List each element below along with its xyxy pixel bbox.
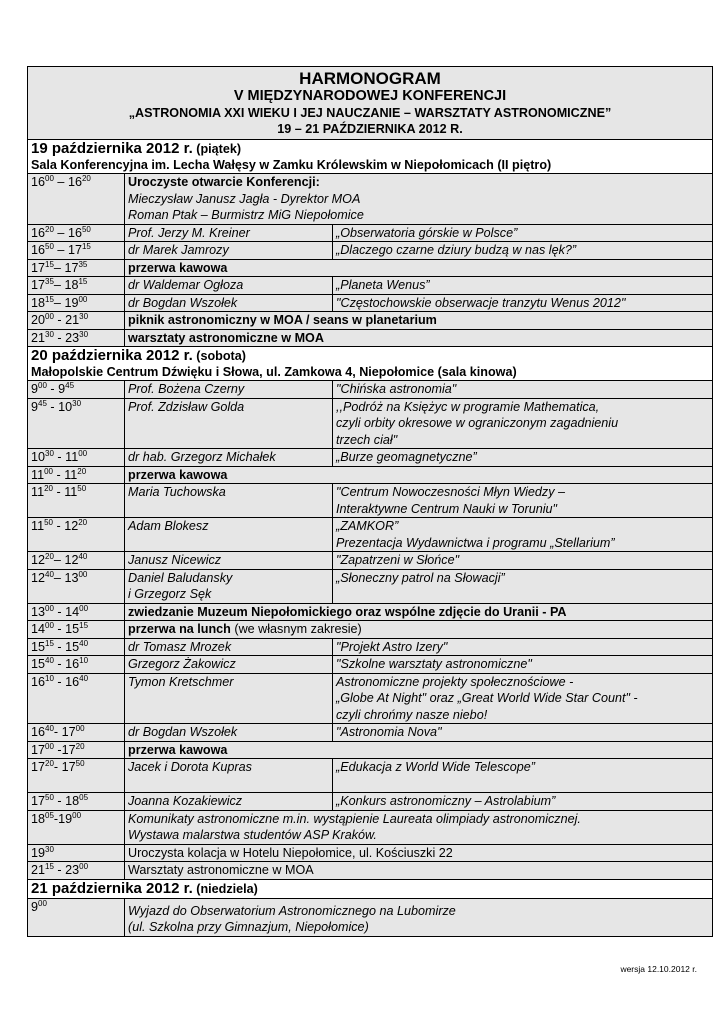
schedule-row: [28, 656, 713, 674]
talk-title: „Obserwatoria górskie w Polsce”: [336, 225, 518, 240]
time-cell: $17^{35}-$ $18^{15}$: [28, 277, 125, 295]
speaker-name: Joanna Kozakiewicz: [128, 794, 243, 808]
schedule-row: [28, 466, 713, 484]
schedule-row: [28, 484, 713, 518]
event-bold: zwiedzanie Muzeum Niepołomickiego oraz wspólne zdjęcie do Uranii - PA: [128, 604, 567, 619]
time-start-minutes: 20: [44, 484, 53, 493]
speaker-cell: [125, 656, 333, 674]
time-end-minutes: 50: [75, 759, 85, 768]
talk-title-line: Prezentacja Wydawnictwa i programu „Stellarium”: [336, 535, 615, 550]
time-cell: $19^{30}$: [28, 844, 125, 862]
speaker-name: Maria Tuchowska: [128, 485, 226, 499]
talk-title: "Częstochowskie obserwacje tranzytu Wenus 2012": [336, 295, 626, 310]
event-cell: [125, 741, 713, 759]
talk-title-line: trzech ciał": [336, 432, 398, 447]
event-cell: [125, 810, 713, 844]
talk-title: „Słoneczny patrol na Słowacji”: [336, 570, 505, 585]
time-start-minutes: 40: [45, 569, 54, 579]
time-cell: $16^{40}-$ $17^{00}$: [28, 724, 125, 742]
day-weekday: (niedziela): [196, 881, 258, 896]
time-end-minutes: 30: [79, 329, 89, 339]
talk-title-cell: [333, 224, 713, 242]
event-text: Warsztaty astronomiczne w MOA: [128, 863, 314, 877]
schedule-table: [27, 66, 713, 937]
talk-title: "Szkolne warsztaty astronomiczne": [336, 657, 532, 671]
speaker-name: dr Waldemar Ogłoza: [128, 278, 244, 292]
time-cell: $21^{15} - 23^{00}$: [28, 862, 125, 880]
time-start-minutes: 30: [45, 449, 54, 458]
talk-title-line: Astronomiczne projekty społecznościowe -: [336, 674, 574, 689]
time-end-minutes: 50: [77, 484, 87, 493]
time-end-minutes: 00: [79, 603, 89, 613]
time-cell: $9^{00} - 9^{45}$: [28, 381, 125, 399]
document-title: HARMONOGRAM: [299, 69, 441, 88]
time-start-minutes: 20: [45, 552, 54, 561]
time-cell: $12^{40}-$ $13^{00}$: [28, 569, 125, 603]
talk-title-cell: [333, 552, 713, 570]
event-note: (we własnym zakresie): [230, 622, 362, 636]
time-end-minutes: 50: [81, 224, 91, 234]
time-start-minutes: 00: [45, 312, 54, 321]
talk-title-line: czyli orbity okresowe w ograniczonym zagadnieniu: [336, 416, 619, 430]
event-bold: przerwa kawowa: [128, 260, 228, 275]
speaker-cell: [125, 724, 333, 742]
schedule-row: [28, 844, 713, 862]
talk-title: "Chińska astronomia": [336, 382, 457, 396]
time-cell: $15^{40} - 16^{10}$: [28, 656, 125, 674]
talk-title: „Konkurs astronomiczny – Astrolabium”: [336, 794, 556, 808]
schedule-row: [28, 724, 713, 742]
event-line: (ul. Szkolna przy Gimnazjum, Niepołomice): [128, 920, 369, 934]
time-end-minutes: 15: [79, 621, 89, 630]
speaker-cell: [125, 449, 333, 467]
day-cell: [28, 879, 713, 898]
talk-title-cell: [333, 294, 713, 312]
time-start-minutes: 15: [45, 862, 54, 871]
talk-title-line: "Centrum Nowoczesności Młyn Wiedzy –: [336, 485, 566, 499]
talk-title-cell: [333, 381, 713, 399]
document-subtitle: V MIĘDZYNARODOWEJ KONFERENCJI: [233, 88, 507, 104]
event-line: Uroczyste otwarcie Konferencji:: [128, 175, 320, 189]
talk-title-line: Interaktywne Centrum Nauki w Toruniu": [336, 501, 557, 516]
time-end-minutes: 20: [77, 466, 87, 476]
speaker-name: Adam Blokesz: [128, 519, 209, 533]
time-start-minutes: 30: [45, 329, 54, 339]
time-cell: $16^{10} - 16^{40}$: [28, 673, 125, 724]
schedule-row: [28, 569, 713, 603]
event-cell: [125, 603, 713, 621]
event-line: Wystawa malarstwa studentów ASP Kraków.: [128, 828, 377, 842]
talk-title-cell: [333, 449, 713, 467]
schedule-row: [28, 638, 713, 656]
speaker-name: Jacek i Dorota Kupras: [128, 760, 252, 774]
day-venue: Małopolskie Centrum Dźwięku i Słowa, ul. Zamkowa 4, Niepołomice (sala kinowa): [31, 365, 517, 379]
time-start-minutes: 00: [45, 621, 54, 630]
schedule-row: [28, 518, 713, 552]
speaker-cell: [125, 381, 333, 399]
speaker-cell: [125, 673, 333, 724]
event-bold: przerwa na lunch: [128, 622, 231, 636]
day-weekday: (piątek): [196, 142, 242, 156]
speaker-cell: [125, 294, 333, 312]
speaker-name: Prof. Jerzy M. Kreiner: [128, 225, 250, 240]
time-end-minutes: 40: [79, 638, 89, 648]
day-date: 19 października 2012 r.: [31, 140, 193, 157]
day-heading: [31, 880, 709, 898]
time-end-minutes: 00: [78, 569, 88, 579]
time-cell: $11^{20} - 11^{50}$: [28, 484, 125, 518]
header-cell: [28, 67, 713, 140]
talk-title-cell: [333, 484, 713, 518]
day-heading: [31, 140, 709, 158]
schedule-row: [28, 174, 713, 225]
schedule-row: [28, 224, 713, 242]
time-end-minutes: 30: [79, 312, 89, 321]
day-cell: [28, 140, 713, 174]
time-start-minutes: 50: [45, 793, 54, 802]
talk-title: „Burze geomagnetyczne”: [336, 450, 477, 464]
time-cell: $16^{00} - 16^{20}$: [28, 174, 125, 225]
time-end-minutes: 40: [78, 552, 88, 561]
speaker-cell: [125, 224, 333, 242]
time-cell: $11^{50} - 12^{20}$: [28, 518, 125, 552]
schedule-row: [28, 449, 713, 467]
event-cell: [125, 621, 713, 639]
time-cell: $17^{15}-$ $17^{35}$: [28, 259, 125, 277]
event-line: Roman Ptak – Burmistrz MiG Niepołomice: [128, 208, 364, 222]
speaker-name: Daniel Baludansky: [128, 570, 233, 585]
event-cell: [125, 862, 713, 880]
time-cell: $21^{30} - 23^{30}$: [28, 329, 125, 347]
time-end-minutes: 00: [78, 294, 88, 304]
time-end-minutes: 10: [79, 656, 89, 665]
time-start-minutes: 40: [45, 656, 54, 665]
day-row: [28, 140, 713, 174]
time-cell: $9^{00}$: [28, 898, 125, 936]
time-cell: $16^{50} - 17^{15}$: [28, 242, 125, 260]
schedule-row: [28, 552, 713, 570]
speaker-name: dr Bogdan Wszołek: [128, 725, 238, 739]
speaker-name: dr hab. Grzegorz Michałek: [128, 450, 276, 464]
time-end-minutes: 00: [79, 862, 89, 871]
event-cell: [125, 259, 713, 277]
talk-title-cell: [333, 277, 713, 295]
time-cell: $17^{50} - 18^{05}$: [28, 793, 125, 811]
time-end-minutes: 00: [75, 724, 85, 733]
event-text: Uroczysta kolacja w Hotelu Niepołomice, ul. Kościuszki 22: [128, 845, 453, 860]
event-line: Mieczysław Janusz Jagła - Dyrektor MOA: [128, 191, 361, 206]
speaker-name: Grzegorz Żakowicz: [128, 657, 236, 671]
time-cell: $10^{30} - 11^{00}$: [28, 449, 125, 467]
talk-title-line: czyli chrońmy nasze niebo!: [336, 707, 488, 722]
speaker-name: dr Bogdan Wszołek: [128, 295, 238, 310]
time-start-minutes: 20: [45, 759, 54, 768]
time-start-minutes: 05: [45, 810, 54, 820]
day-heading: [31, 347, 709, 365]
speaker-cell: [125, 759, 333, 793]
event-bold: przerwa kawowa: [128, 742, 228, 757]
speaker-cell: [125, 277, 333, 295]
header-row: [28, 67, 713, 140]
talk-title-line: „Globe At Night" oraz „Great World Wide Star Count" -: [336, 691, 638, 705]
day-venue: Sala Konferencyjna im. Lecha Wałęsy w Zamku Królewskim w Niepołomicach (II piętro): [31, 158, 552, 172]
talk-title-cell: [333, 656, 713, 674]
event-line: Wyjazd do Obserwatorium Astronomicznego na Lubomirze: [128, 903, 456, 918]
talk-title-cell: [333, 724, 713, 742]
schedule-sheet: [27, 66, 713, 937]
time-cell: $9^{45} - 10^{30}$: [28, 398, 125, 449]
schedule-row: [28, 329, 713, 347]
talk-title-line: „ZAMKOR”: [336, 519, 399, 533]
talk-title-cell: [333, 638, 713, 656]
time-end-minutes: 45: [65, 381, 75, 390]
time-start-minutes: 15: [45, 259, 54, 269]
conference-name: „ASTRONOMIA XXI WIEKU I JEJ NAUCZANIE – WARSZTATY ASTRONOMICZNE”: [128, 106, 612, 120]
event-cell: [125, 312, 713, 330]
time-end-minutes: 00: [78, 449, 88, 458]
talk-title: „Dlaczego czarne dziury budzą w nas lęk?”: [336, 243, 577, 257]
time-start-minutes: 35: [45, 277, 54, 286]
time-start-minutes: 00: [45, 741, 54, 751]
speaker-cell: [125, 552, 333, 570]
time-cell: $18^{05}-19^{00}$: [28, 810, 125, 844]
schedule-row: [28, 277, 713, 295]
version-note: wersja 12.10.2012 r.: [620, 964, 697, 974]
event-line: Komunikaty astronomiczne m.in. wystąpienie Laureata olimpiady astronomicznej.: [128, 811, 581, 826]
time-end-minutes: 20: [75, 741, 85, 751]
time-end-minutes: 15: [81, 242, 91, 251]
conference-dates: 19 – 21 PAŹDZIERNIKA 2012 R.: [277, 122, 463, 136]
talk-title-cell: [333, 518, 713, 552]
schedule-row: [28, 810, 713, 844]
talk-title: "Zapatrzeni w Słońce": [336, 553, 460, 567]
time-start-minutes: 50: [45, 242, 54, 251]
talk-title-cell: [333, 793, 713, 811]
time-start-minutes: 20: [45, 224, 54, 234]
speaker-name: dr Tomasz Mrozek: [128, 639, 232, 654]
talk-title-cell: [333, 242, 713, 260]
time-start-minutes: 10: [45, 673, 54, 683]
schedule-row: [28, 294, 713, 312]
speaker-cell: [125, 484, 333, 518]
schedule-row: [28, 793, 713, 811]
schedule-row: [28, 741, 713, 759]
talk-title-cell: [333, 398, 713, 449]
speaker-cell: [125, 242, 333, 260]
event-cell: [125, 466, 713, 484]
speaker-cell: [125, 398, 333, 449]
time-start-minutes: 00: [38, 898, 47, 908]
time-end-minutes: 15: [78, 277, 88, 286]
schedule-row: [28, 673, 713, 724]
time-start-minutes: 00: [45, 174, 54, 183]
time-start-minutes: 00: [38, 381, 47, 390]
talk-title: „Edukacja z World Wide Telescope”: [336, 760, 535, 774]
speaker-cell: [125, 569, 333, 603]
event-cell: [125, 898, 713, 936]
speaker-name: i Grzegorz Sęk: [128, 587, 212, 601]
schedule-row: [28, 259, 713, 277]
time-cell: $17^{00}$ $-17^{20}$: [28, 741, 125, 759]
talk-title-cell: [333, 673, 713, 724]
event-bold: piknik astronomiczny w MOA / seans w planetarium: [128, 313, 437, 327]
talk-title-cell: [333, 569, 713, 603]
speaker-cell: [125, 638, 333, 656]
time-end-minutes: 20: [78, 518, 88, 527]
event-bold: przerwa kawowa: [128, 467, 228, 482]
event-cell: [125, 174, 713, 225]
schedule-row: [28, 621, 713, 639]
time-start-minutes: 50: [44, 518, 53, 527]
time-cell: $15^{15} - 15^{40}$: [28, 638, 125, 656]
day-row: [28, 347, 713, 381]
schedule-row: [28, 312, 713, 330]
time-end-minutes: 40: [79, 673, 89, 683]
time-cell: $20^{00} - 21^{30}$: [28, 312, 125, 330]
schedule-row: [28, 898, 713, 936]
schedule-row: [28, 603, 713, 621]
talk-title: "Astronomia Nova": [336, 725, 442, 739]
speaker-name: Tymon Kretschmer: [128, 674, 234, 689]
event-cell: [125, 844, 713, 862]
time-start-minutes: 00: [45, 603, 54, 613]
speaker-cell: [125, 793, 333, 811]
time-start-minutes: 45: [38, 398, 47, 408]
schedule-row: [28, 242, 713, 260]
day-date: 21 października 2012 r.: [31, 879, 193, 897]
schedule-row: [28, 862, 713, 880]
talk-title-line: ,,Podróż na Księżyc w programie Mathematica,: [336, 399, 600, 414]
time-end-minutes: 00: [72, 810, 82, 820]
speaker-name: Janusz Nicewicz: [128, 553, 222, 567]
time-start-minutes: 30: [45, 844, 54, 854]
day-cell: [28, 347, 713, 381]
time-start-minutes: 00: [44, 466, 53, 476]
time-start-minutes: 40: [45, 724, 54, 733]
speaker-name: dr Marek Jamrozy: [128, 243, 229, 257]
schedule-row: [28, 398, 713, 449]
talk-title: „Planeta Wenus”: [336, 278, 430, 292]
event-bold: warsztaty astronomiczne w MOA: [128, 330, 324, 345]
time-cell: $17^{20}-$ $17^{50}$: [28, 759, 125, 793]
time-end-minutes: 35: [78, 259, 88, 269]
schedule-row: [28, 759, 713, 793]
time-start-minutes: 15: [45, 638, 54, 648]
day-row: [28, 879, 713, 898]
day-date: 20 października 2012 r.: [31, 347, 193, 364]
time-end-minutes: 20: [81, 174, 91, 183]
time-cell: $12^{20}-$ $12^{40}$: [28, 552, 125, 570]
day-weekday: (sobota): [196, 349, 246, 363]
schedule-row: [28, 381, 713, 399]
time-cell: $13^{00} - 14^{00}$: [28, 603, 125, 621]
speaker-cell: [125, 518, 333, 552]
time-cell: $18^{15}-$ $19^{00}$: [28, 294, 125, 312]
time-cell: $14^{00} - 15^{15}$: [28, 621, 125, 639]
time-start-minutes: 15: [45, 294, 54, 304]
talk-title-cell: [333, 759, 713, 793]
speaker-name: Prof. Bożena Czerny: [128, 382, 245, 396]
time-end-minutes: 30: [72, 398, 82, 408]
talk-title: "Projekt Astro Izery": [336, 639, 448, 654]
time-end-minutes: 05: [79, 793, 89, 802]
speaker-name: Prof. Zdzisław Golda: [128, 399, 245, 414]
time-cell: $16^{20} - 16^{50}$: [28, 224, 125, 242]
time-cell: $11^{00} - 11^{20}$: [28, 466, 125, 484]
event-cell: [125, 329, 713, 347]
